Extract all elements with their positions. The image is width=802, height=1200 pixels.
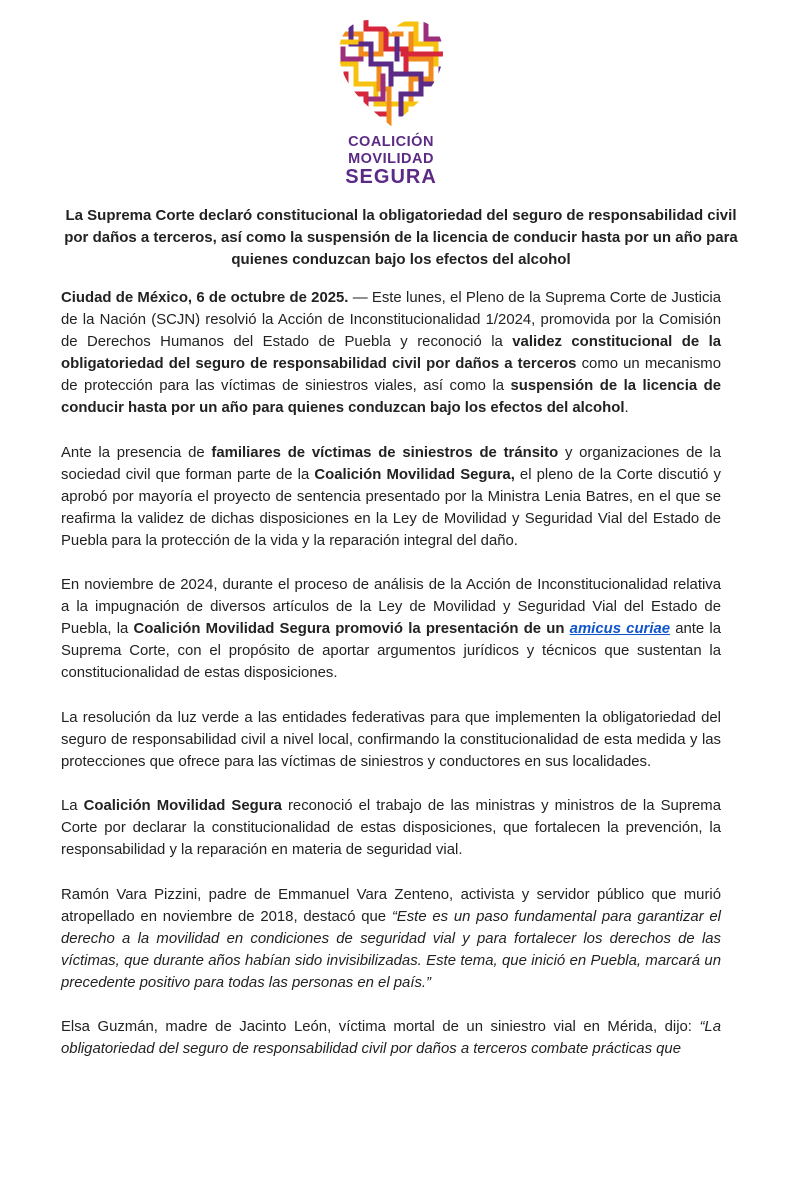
p6-quote: “Este es un paso fundamental para garantizar el derecho a la movilidad en condiciones de seguridad vial y para fortalecer los derechos de las víctimas, que durante años habían sido invisibilizadas. Este tema, que inició en Puebla, marcará un precedente positivo para todas las personas en el país.”	[61, 908, 721, 991]
dateline: Ciudad de México, 6 de octubre de 2025.	[61, 290, 349, 306]
p7-quote: “La obligatoriedad del seguro de responsabilidad civil por daños a terceros combate prácticas que	[61, 1019, 721, 1057]
p5-text-1: La	[61, 798, 84, 814]
p7-text-1: Elsa Guzmán, madre de Jacinto León, víctima mortal de un siniestro vial en Mérida, dijo:	[61, 1019, 700, 1035]
heart-logo-icon	[331, 14, 451, 132]
p3-bold-1: Coalición Movilidad Segura promovió la presentación de un	[133, 621, 565, 637]
p3-text-3: ante la Suprema Corte, con el propósito de aportar argumentos jurídicos y técnicos que sustentan la constitucionalidad de estas disposiciones.	[61, 621, 721, 681]
p2-bold-1: familiares de víctimas de siniestros de tránsito	[211, 444, 559, 461]
logo-text-line2: MOVILIDAD	[348, 151, 434, 167]
logo-text-line3: SEGURA	[345, 166, 437, 188]
paragraph-5	[61, 795, 721, 861]
paragraph-3	[61, 574, 721, 684]
logo-text-line1: COALICIÓN	[348, 134, 434, 150]
paragraph-6	[61, 884, 721, 994]
p2-bold-2: Coalición Movilidad Segura,	[314, 466, 515, 483]
headline: La Suprema Corte declaró constitucional la obligatoriedad del seguro de responsabilidad civil por daños a terceros, así como la suspensión de la licencia de conducir hasta por un año para quienes conduzcan bajo los efectos del alcohol	[64, 207, 738, 268]
paragraph-4: La resolución da luz verde a las entidades federativas para que implementen la obligatoriedad del seguro de responsabilidad civil a nivel local, confirmando la constitucionalidad de esta medida y las protecciones que ofrece para las víctimas de siniestros y conductores en sus localidades.	[61, 709, 721, 770]
p1-text-1: — Este lunes, el Pleno de la Suprema Corte de Justicia de la Nación (SCJN) resolvió la Acción de Inconstitucionalidad 1/2024, promovida por la Comisión de Derechos Humanos del Estado de Puebla y reconoció la	[61, 290, 721, 350]
p2-text-1: Ante la presencia de	[61, 444, 212, 461]
amicus-curiae-link[interactable]: amicus curiae	[569, 621, 671, 637]
paragraph-7	[61, 1016, 721, 1060]
p6-text-1: Ramón Vara Pizzini, padre de Emmanuel Vara Zenteno, activista y servidor público que murió atropellado en noviembre de 2018, destacó que	[61, 886, 721, 925]
paragraph-2	[61, 442, 721, 552]
p1-bold-1: validez constitucional de la obligatoriedad del seguro de responsabilidad civil por daños a terceros	[61, 334, 721, 372]
article-body	[61, 287, 721, 1080]
paragraph-1	[61, 287, 721, 419]
p5-text-2: reconoció el trabajo de las ministras y ministros de la Suprema Corte por declarar la constitucionalidad de estas disposiciones, que fortalecen la prevención, la responsabilidad y la reparación en materia de seguridad vial.	[61, 798, 721, 858]
p5-bold-1: Coalición Movilidad Segura	[83, 798, 282, 814]
p1-text-2: como un mecanismo de protección para las víctimas de siniestros viales, así como la	[61, 356, 721, 394]
p2-text-2: y organizaciones de la sociedad civil que forman parte de la	[61, 444, 721, 483]
p1-bold-2: suspensión de la licencia de conducir hasta por un año para quienes conduzcan bajo los efectos del alcohol	[61, 378, 721, 416]
logo	[331, 14, 451, 188]
p2-text-3: el pleno de la Corte discutió y aprobó por mayoría el proyecto de sentencia presentado por la Ministra Lenia Batres, en el que se reafirma la validez de dichas disposiciones en la Ley de Movilidad y Seguridad Vial del Estado de Puebla para la protección de la vida y la reparación integral del daño.	[61, 466, 721, 549]
p3-text-1: En noviembre de 2024, durante el proceso de análisis de la Acción de Inconstitucionalidad relativa a la impugnación de diversos artículos de la Ley de Movilidad y Seguridad Vial del Estado de Puebla, la	[61, 577, 721, 637]
p1-text-3: .	[624, 400, 629, 416]
